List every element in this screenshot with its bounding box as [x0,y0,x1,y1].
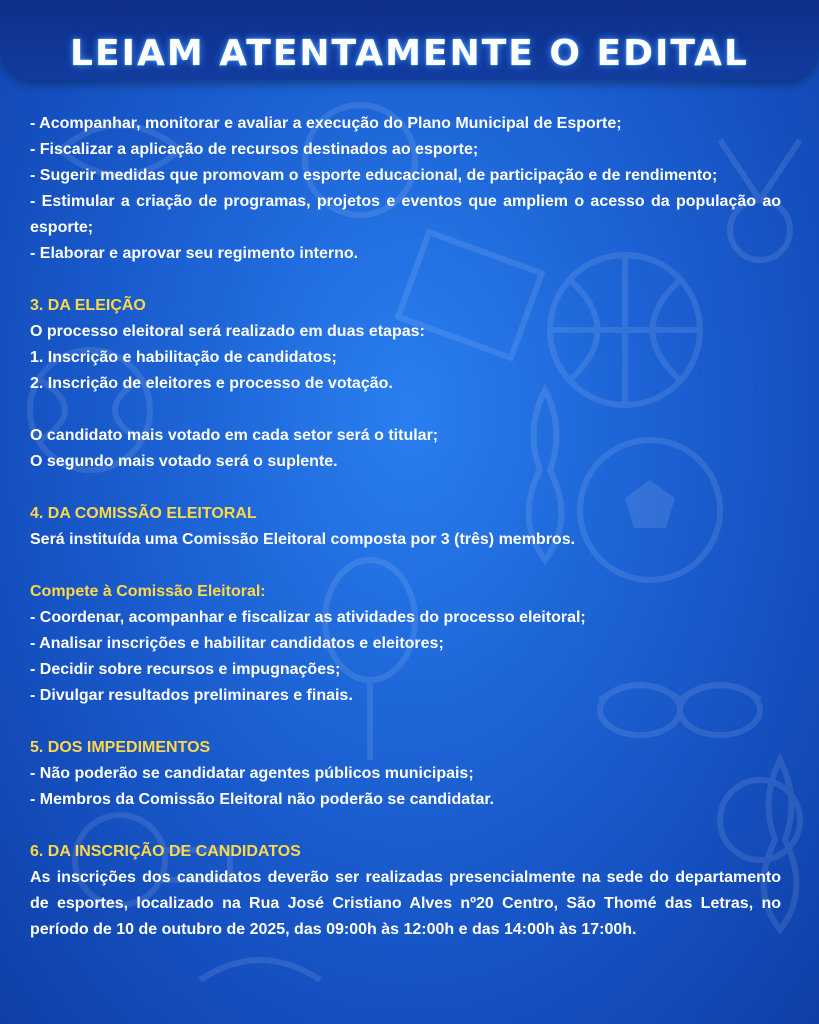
list-item: - Membros da Comissão Eleitoral não poderão se candidatar. [30,791,495,808]
edital-content [30,111,781,943]
section-heading: 5. DOS IMPEDIMENTOS [30,739,211,756]
list-item: - Sugerir medidas que promovam o esporte educacional, de participação e de rendimento; [30,167,718,184]
section-eleicao [30,293,781,475]
arc-shape [200,960,320,980]
list-item: - Fiscalizar a aplicação de recursos destinados ao esporte; [30,141,479,158]
list-item: - Não poderão se candidatar agentes públicos municipais; [30,765,474,782]
section-impedimentos [30,735,781,813]
spacer [30,475,781,501]
list-item: - Estimular a criação de programas, projetos e eventos que ampliem o acesso da população ao esporte; [30,193,781,236]
section-subheading: Compete à Comissão Eleitoral: [30,583,266,600]
section-comissao [30,501,781,709]
spacer [30,553,781,579]
list-item: - Coordenar, acompanhar e fiscalizar as atividades do processo eleitoral; [30,609,586,626]
section-text: O segundo mais votado será o suplente. [30,453,338,470]
section-text: As inscrições dos candidatos deverão ser realizadas presencialmente na sede do departamento de esportes, localizado na Rua José Cristiano Alves nº20 Centro, São Thomé das Letras, no período de 10 de outubro de 2025, das 09:00h às 12:00h e das 14:00h às 17:00h. [30,869,781,938]
spacer [30,813,781,839]
page-title: LEIAM ATENTAMENTE O EDITAL [70,33,749,74]
spacer [30,267,781,293]
intro-list [30,111,781,267]
list-item: - Decidir sobre recursos e impugnações; [30,661,341,678]
list-item: - Analisar inscrições e habilitar candidatos e eleitores; [30,635,444,652]
section-text: O candidato mais votado em cada setor será o titular; [30,427,439,444]
section-heading: 4. DA COMISSÃO ELEITORAL [30,505,257,522]
list-item: - Elaborar e aprovar seu regimento interno. [30,245,359,262]
spacer [30,397,781,423]
title-banner [0,0,819,80]
section-heading: 3. DA ELEIÇÃO [30,297,146,314]
spacer [30,709,781,735]
section-inscricao [30,839,781,943]
list-item: - Acompanhar, monitorar e avaliar a execução do Plano Municipal de Esporte; [30,115,622,132]
list-item: 2. Inscrição de eleitores e processo de votação. [30,375,393,392]
section-text: Será instituída uma Comissão Eleitoral composta por 3 (três) membros. [30,531,576,548]
list-item: 1. Inscrição e habilitação de candidatos; [30,349,337,366]
list-item: - Divulgar resultados preliminares e finais. [30,687,353,704]
section-heading: 6. DA INSCRIÇÃO DE CANDIDATOS [30,843,301,860]
section-text: O processo eleitoral será realizado em duas etapas: [30,323,425,340]
